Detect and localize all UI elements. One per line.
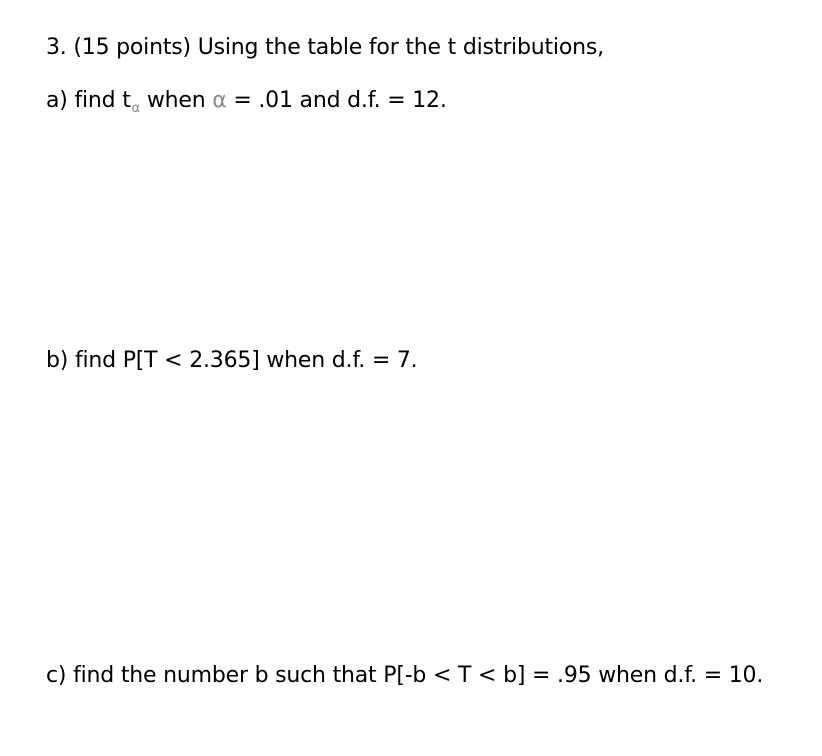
part-a-middle: when (140, 88, 213, 113)
part-a-question (46, 87, 447, 118)
part-a-prefix: a) find t (46, 88, 131, 113)
part-c-question: c) find the number b such that P[-b < T < b] = .95 when d.f. = 10. (46, 663, 764, 688)
alpha-symbol: α (212, 88, 227, 113)
alpha-subscript: α (131, 101, 141, 116)
part-b-question: b) find P[T < 2.365] when d.f. = 7. (46, 348, 418, 373)
part-a-suffix: = .01 and d.f. = 12. (226, 88, 447, 113)
problem-header: 3. (15 points) Using the table for the t distributions, (46, 35, 604, 60)
